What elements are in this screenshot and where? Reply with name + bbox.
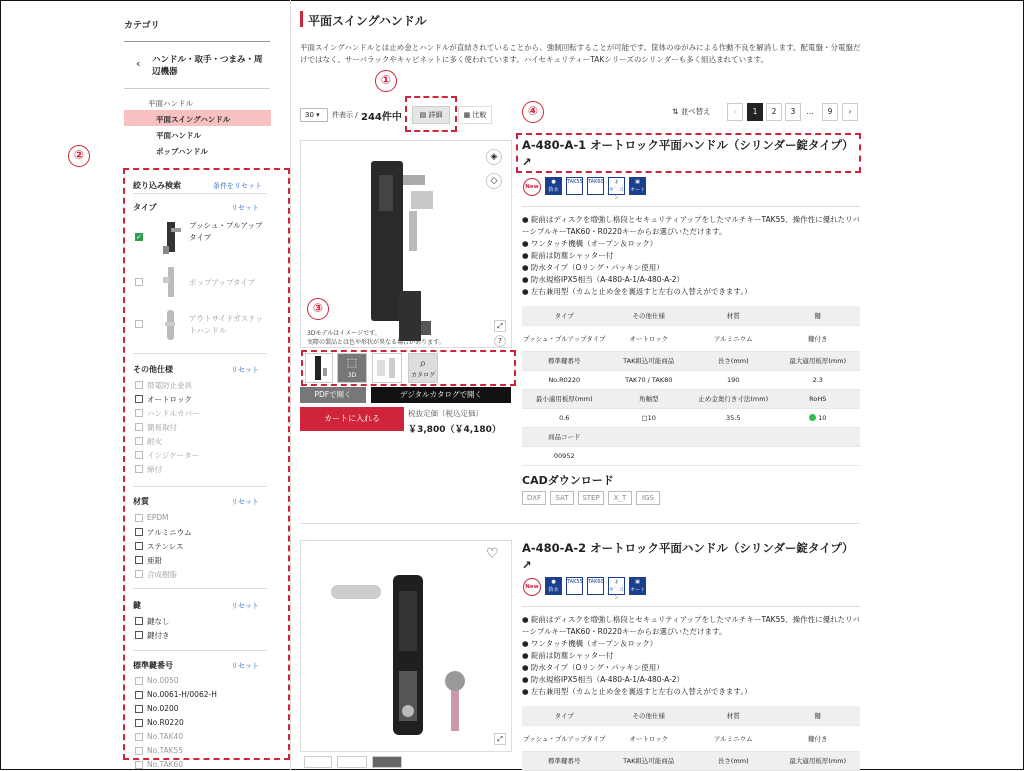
- cad-format-button[interactable]: X_T: [608, 491, 632, 505]
- list-icon: ▤: [419, 111, 427, 119]
- spec-cell: その他仕様: [607, 706, 692, 725]
- thumb-image: [306, 354, 332, 382]
- detail-label: 詳細: [428, 111, 443, 119]
- spec-cell: 鍵: [776, 706, 861, 725]
- divider: [522, 206, 860, 207]
- spec-cell: 最小適用板厚(mm): [522, 389, 607, 408]
- product-title-link[interactable]: [522, 540, 858, 574]
- filter-option-label[interactable]: オートロック: [147, 395, 192, 404]
- autolock-badge: [629, 177, 646, 201]
- thumbnail-3d[interactable]: [337, 353, 367, 383]
- feature-list: [522, 214, 862, 298]
- spec-cell: 190: [691, 370, 776, 389]
- checkbox[interactable]: [135, 381, 143, 389]
- spec-cell: □10: [607, 408, 692, 427]
- rohs-cell: [776, 408, 861, 427]
- drop-icon: ●: [551, 579, 556, 585]
- feature-item: ● 防水規格IPX5相当（A-480-A-1/A-480-A-2）: [522, 675, 685, 684]
- table-row: [522, 427, 860, 446]
- filter-option-label[interactable]: 鍵なし: [147, 617, 170, 626]
- checkbox[interactable]: [135, 617, 143, 625]
- divider: [522, 606, 860, 607]
- thumb-label: 3D: [347, 372, 357, 379]
- checkbox[interactable]: [135, 437, 143, 445]
- divider: [133, 193, 267, 194]
- filter-option-label[interactable]: 亜鉛: [147, 556, 162, 565]
- spec-cell: アルミニウム: [691, 325, 776, 351]
- spec-cell: 鍵: [776, 306, 861, 325]
- filter-option-label[interactable]: No.R0220: [147, 718, 184, 727]
- category-title: カテゴリ: [124, 21, 160, 31]
- divider: [133, 353, 267, 354]
- table-row: [522, 351, 860, 370]
- page-button[interactable]: 1: [747, 103, 763, 121]
- table-row: [522, 725, 860, 751]
- reset-link[interactable]: リセット: [231, 498, 259, 506]
- rohs-ok-icon: [809, 414, 816, 421]
- chevron-down-icon: ▾: [316, 111, 320, 119]
- reset-all-link[interactable]: 条件をリセット: [213, 182, 262, 190]
- checkbox[interactable]: [135, 451, 143, 459]
- open-catalog-button[interactable]: デジタルカタログで開く: [371, 387, 511, 403]
- lock-icon: ▣: [635, 579, 640, 585]
- reset-link[interactable]: リセット: [231, 662, 259, 670]
- back-category-link[interactable]: ハンドル・取手・つまみ・周辺機器: [152, 55, 263, 77]
- drop-icon: ●: [551, 179, 556, 185]
- checkbox[interactable]: [135, 320, 143, 328]
- sub-category-item[interactable]: ポップハンドル: [156, 147, 208, 156]
- filter-option-label[interactable]: 合成樹脂: [147, 570, 177, 579]
- feature-item: ● ワンタッチ機構（オープン＆ロック）: [522, 239, 658, 248]
- checkbox[interactable]: [135, 677, 143, 685]
- table-row: [522, 408, 860, 427]
- table-row: [522, 370, 860, 389]
- filter-option-label[interactable]: No.TAK55: [147, 746, 184, 755]
- price: ￥3,800（￥4,180）: [408, 425, 501, 435]
- spec-cell: 材質: [691, 706, 776, 725]
- annotation-marker: ②: [68, 145, 90, 167]
- table-row: [522, 751, 860, 770]
- key-badge: [608, 577, 625, 601]
- chevron-left-icon[interactable]: ‹: [136, 57, 141, 70]
- table-row: [522, 306, 860, 325]
- thumbnail[interactable]: [372, 353, 402, 383]
- divider: [290, 0, 291, 770]
- 3d-note-text: 3Dモデルはイメージです。 実際の製品とは色や形状が異なる場合があります。: [307, 330, 445, 346]
- filter-option-label[interactable]: EPDM: [147, 513, 169, 522]
- filter-option-label[interactable]: 鍵付き: [147, 631, 170, 640]
- filter-option-label[interactable]: No.0050: [147, 676, 179, 685]
- product-3d-viewer[interactable]: [300, 140, 512, 348]
- product-image-frame[interactable]: [300, 540, 512, 752]
- filter-option-label[interactable]: ステンレス: [147, 542, 184, 551]
- cube-icon[interactable]: ◈: [486, 149, 502, 165]
- checkbox[interactable]: [135, 761, 143, 769]
- checkbox[interactable]: [135, 423, 143, 431]
- checkbox[interactable]: [135, 514, 143, 522]
- spec-cell: 材質: [691, 306, 776, 325]
- page-ellipsis: …: [806, 107, 814, 116]
- divider: [133, 486, 267, 487]
- expand-icon[interactable]: ⤢: [494, 320, 506, 332]
- per-page-value: 30: [305, 111, 314, 119]
- spec-cell: [607, 446, 692, 465]
- external-link-icon: ↗: [522, 155, 532, 169]
- spec-table: [522, 306, 860, 466]
- spec-cell: タイプ: [522, 306, 607, 325]
- cube-outline-icon[interactable]: ◇: [486, 173, 502, 189]
- feature-item: ● 錠前は防塵シャッター付: [522, 651, 614, 660]
- product-thumb-icon: [157, 306, 185, 346]
- filter-option-label[interactable]: 簡易取付: [147, 423, 177, 432]
- spec-cell: No.R0220: [522, 370, 607, 389]
- spec-cell: 0.6: [522, 408, 607, 427]
- grid-icon: ▦: [463, 111, 471, 119]
- sidebar: [118, 0, 288, 770]
- spec-cell: TAK組込可能商品: [607, 351, 692, 370]
- spec-cell: オートロック: [607, 725, 692, 751]
- feature-item: ● 錠前は防塵シャッター付: [522, 251, 614, 260]
- spec-cell: 角軸型: [607, 389, 692, 408]
- new-badge: New: [523, 578, 541, 596]
- result-count: 244件中: [361, 112, 402, 123]
- divider: [124, 41, 270, 42]
- thumbnail-catalog[interactable]: [372, 756, 402, 768]
- spec-cell: 商品コード: [522, 427, 607, 446]
- spec-cell: TAK70 / TAK80: [607, 370, 692, 389]
- key-badge: [608, 177, 625, 201]
- sub-category-item[interactable]: 平面スイングハンドル: [156, 115, 231, 124]
- spec-cell: 00952: [522, 446, 607, 465]
- spec-cell: 止め金奥行き寸法(mm): [691, 389, 776, 408]
- spec-cell: 長さ(mm): [691, 351, 776, 370]
- spec-cell: プッシュ・プルアップタイプ: [522, 325, 607, 351]
- spec-cell: タイプ: [522, 706, 607, 725]
- tak60-badge: TAK60: [587, 177, 604, 195]
- checkbox[interactable]: [135, 747, 143, 755]
- divider: [133, 650, 267, 651]
- checkbox-checked[interactable]: ✓: [136, 233, 142, 241]
- page-button[interactable]: 3: [785, 103, 801, 121]
- product-thumb-icon: [157, 263, 185, 303]
- lock-icon: ▣: [635, 179, 640, 185]
- spec-cell: [776, 427, 861, 446]
- spec-cell: [607, 427, 692, 446]
- filter-option-label[interactable]: No.TAK60: [147, 760, 184, 769]
- checkbox[interactable]: [135, 395, 143, 403]
- 3d-note: [307, 329, 445, 347]
- thumbnail[interactable]: [304, 756, 332, 768]
- thumbnail-catalog[interactable]: [408, 353, 438, 383]
- product-title: A-480-A-1 オートロック平面ハンドル（シリンダー錠タイプ）: [522, 138, 854, 152]
- tak60-badge: TAK60: [587, 577, 604, 595]
- per-page-suffix: 件表示 /: [332, 111, 358, 119]
- spec-cell: 鍵付き: [776, 325, 861, 351]
- checkbox[interactable]: [135, 705, 143, 713]
- filter-material-heading: 材質: [133, 497, 149, 506]
- per-page-select[interactable]: [300, 108, 328, 122]
- cad-format-button[interactable]: IGS: [636, 491, 660, 505]
- spec-cell: [691, 427, 776, 446]
- badge-label: 防水: [548, 187, 559, 193]
- sort-label: 並べ替え: [680, 107, 711, 116]
- checkbox[interactable]: [135, 465, 143, 473]
- filter-option-label[interactable]: No.0061-H/0062-H: [147, 690, 217, 699]
- badge-label: オートロック: [630, 187, 646, 201]
- filter-option-label[interactable]: アルミニウム: [147, 528, 192, 537]
- open-pdf-button[interactable]: PDFで開く: [300, 387, 366, 403]
- thumbnail[interactable]: [337, 756, 367, 768]
- spec-cell: [691, 446, 776, 465]
- filter-option-label[interactable]: 帯電防止金具: [147, 381, 192, 390]
- reset-link[interactable]: リセット: [231, 366, 259, 374]
- autolock-badge: [629, 577, 646, 601]
- table-row: [522, 706, 860, 725]
- tak55-badge: TAK55: [566, 177, 583, 195]
- sort-button[interactable]: [672, 106, 711, 117]
- product-title-link[interactable]: [522, 137, 858, 171]
- spec-cell: プッシュ・プルアップタイプ: [522, 725, 607, 751]
- feature-list: [522, 614, 862, 698]
- add-to-cart-button[interactable]: カートに入れる: [300, 407, 404, 431]
- checkbox[interactable]: [135, 409, 143, 417]
- sort-icon: ⇅: [672, 107, 679, 116]
- feature-item: ● ワンタッチ機構（オープン＆ロック）: [522, 639, 658, 648]
- cad-format-button[interactable]: STEP: [578, 491, 604, 505]
- filter-type-heading: タイプ: [133, 203, 157, 212]
- spec-cell: 最大適用板厚(mm): [776, 751, 861, 770]
- spec-cell: RoHS: [776, 389, 861, 408]
- sub-category-item[interactable]: 平面ハンドル: [156, 131, 201, 140]
- page-next-button[interactable]: ›: [842, 103, 858, 121]
- checkbox[interactable]: [135, 691, 143, 699]
- sub-category-parent[interactable]: 平面ハンドル: [148, 99, 193, 108]
- page-button[interactable]: 9: [822, 103, 838, 121]
- checkbox[interactable]: [135, 631, 143, 639]
- filter-option-label[interactable]: 耐火: [147, 437, 162, 446]
- expand-icon[interactable]: ⤢: [494, 733, 506, 745]
- spec-cell: 標準鍵番号: [522, 751, 607, 770]
- feature-item: ● 防水規格IPX5相当（A-480-A-1/A-480-A-2）: [522, 275, 685, 284]
- spec-table: [522, 706, 860, 771]
- title-accent: [300, 11, 303, 27]
- spec-cell: 長さ(mm): [691, 751, 776, 770]
- reset-link[interactable]: リセット: [231, 204, 259, 212]
- feature-item: ● 錠前はディスクを増強し格段とセキュリティアップをしたマルチキーTAK55、操作性に優れたリバーシブルキーTAK60・R0220キーからお選びいただけます。: [522, 615, 860, 636]
- page-title: 平面スイングハンドル: [308, 14, 427, 28]
- waterproof-badge: [545, 577, 562, 595]
- external-link-icon: ↗: [522, 558, 532, 572]
- price-label: 税抜定価（税込定価）: [408, 409, 483, 418]
- table-row: [522, 325, 860, 351]
- spec-cell: 2.3: [776, 370, 861, 389]
- spec-cell: 標準鍵番号: [522, 351, 607, 370]
- new-badge: New: [523, 178, 541, 196]
- checkbox[interactable]: [135, 570, 143, 578]
- thumb-label: カタログ: [410, 372, 435, 379]
- checkbox[interactable]: [135, 719, 143, 727]
- badge-label: キ゛コン: [609, 587, 625, 601]
- page-button[interactable]: 2: [766, 103, 782, 121]
- key-icon: ⚷: [614, 579, 619, 585]
- badge-label: 防水: [548, 587, 559, 593]
- filter-title: 絞り込み検索: [133, 181, 181, 190]
- filter-option-label[interactable]: アウトサイドガスケットハンドル: [189, 314, 263, 335]
- feature-item: ● 左右兼用型（カムと止め金を裏返すと左右の入替えができます。）: [522, 287, 752, 296]
- magnifier-icon: ⌕: [419, 356, 427, 370]
- detail-view-button[interactable]: [412, 106, 450, 124]
- badge-label: キ゛コン: [609, 187, 625, 201]
- key-icon: ⚷: [614, 179, 619, 185]
- feature-item: ● 防水タイプ（Oリング・パッキン使用）: [522, 663, 664, 672]
- thumbnail[interactable]: [305, 353, 333, 383]
- spec-cell: 鍵付き: [776, 725, 861, 751]
- spec-cell: オートロック: [607, 325, 692, 351]
- product-title: A-480-A-2 オートロック平面ハンドル（シリンダー錠タイプ）: [522, 541, 854, 555]
- table-row: [522, 446, 860, 465]
- feature-item: ● 左右兼用型（カムと止め金を裏返すと左右の入替えができます。）: [522, 687, 752, 696]
- divider: [133, 588, 267, 589]
- spec-cell: TAK組込可能商品: [607, 751, 692, 770]
- info-icon[interactable]: ?: [494, 335, 506, 347]
- spec-cell: その他仕様: [607, 306, 692, 325]
- annotation-marker: ①: [375, 70, 397, 92]
- product-image: [351, 151, 451, 341]
- filter-option-label[interactable]: ポップアップタイプ: [189, 278, 256, 287]
- thumb-image: [373, 354, 401, 382]
- filter-option-label[interactable]: インジケーター: [147, 451, 200, 460]
- filter-key-heading: 鍵: [133, 601, 141, 610]
- cad-download-title: CADダウンロード: [522, 474, 614, 487]
- spec-cell: [776, 446, 861, 465]
- spec-cell: 35.5: [691, 408, 776, 427]
- page-description: 平面スイングハンドルとは止め金とハンドルが直結されていることから、強制回転することが可能です。筐体のゆがみによる作動不良を解消します。配電盤・分電盤だけではなく、サーバラックやキャビネットに多く使われています。ハイセキュリティーTAKシリーズのシリンダーも多く組込まれています。: [300, 43, 861, 64]
- badge-label: オートロック: [630, 587, 646, 601]
- checkbox[interactable]: [135, 556, 143, 564]
- spec-cell: アルミニウム: [691, 725, 776, 751]
- feature-item: ● 防水タイプ（Oリング・パッキン使用）: [522, 263, 664, 272]
- table-row: [522, 389, 860, 408]
- filter-option-label[interactable]: 締付: [147, 465, 162, 474]
- filter-other-heading: その他仕様: [133, 365, 173, 374]
- filter-panel: [123, 168, 290, 769]
- checkbox[interactable]: [135, 528, 143, 536]
- compare-label: 比較: [472, 111, 487, 119]
- divider: [124, 88, 270, 89]
- checkbox[interactable]: [135, 278, 143, 286]
- filter-keyno-heading: 標準鍵番号: [133, 661, 173, 670]
- tak55-badge: TAK55: [566, 577, 583, 595]
- product-thumb-icon: [157, 218, 185, 258]
- cube-icon: ⬚: [346, 356, 358, 369]
- feature-item: ● 錠前はディスクを増強し格段とセキュリティアップをしたマルチキーTAK55、操作性に優れたリバーシブルキーTAK60・R0220キーからお選びいただけます。: [522, 215, 860, 236]
- product-image: [331, 551, 481, 746]
- spec-cell: 最大適用板厚(mm): [776, 351, 861, 370]
- annotation-marker: ④: [522, 101, 544, 123]
- heart-icon[interactable]: ♡: [486, 546, 499, 562]
- compare-view-button[interactable]: [458, 106, 492, 124]
- annotation-marker: ③: [307, 298, 329, 320]
- cad-format-button[interactable]: DXF: [522, 491, 546, 505]
- filter-option-label[interactable]: No.0200: [147, 704, 179, 713]
- checkbox[interactable]: [135, 542, 143, 550]
- waterproof-badge: [545, 177, 562, 195]
- rohs-value: 10: [818, 413, 827, 422]
- filter-option-label[interactable]: ハンドルカバー: [147, 409, 200, 418]
- cad-format-button[interactable]: SAT: [550, 491, 574, 505]
- checkbox[interactable]: [135, 733, 143, 741]
- page-prev-button[interactable]: ‹: [727, 103, 743, 121]
- reset-link[interactable]: リセット: [231, 602, 259, 610]
- divider: [300, 523, 860, 524]
- filter-option-label[interactable]: プッシュ・プルアップタイプ: [189, 221, 263, 242]
- filter-option-label[interactable]: No.TAK40: [147, 732, 184, 741]
